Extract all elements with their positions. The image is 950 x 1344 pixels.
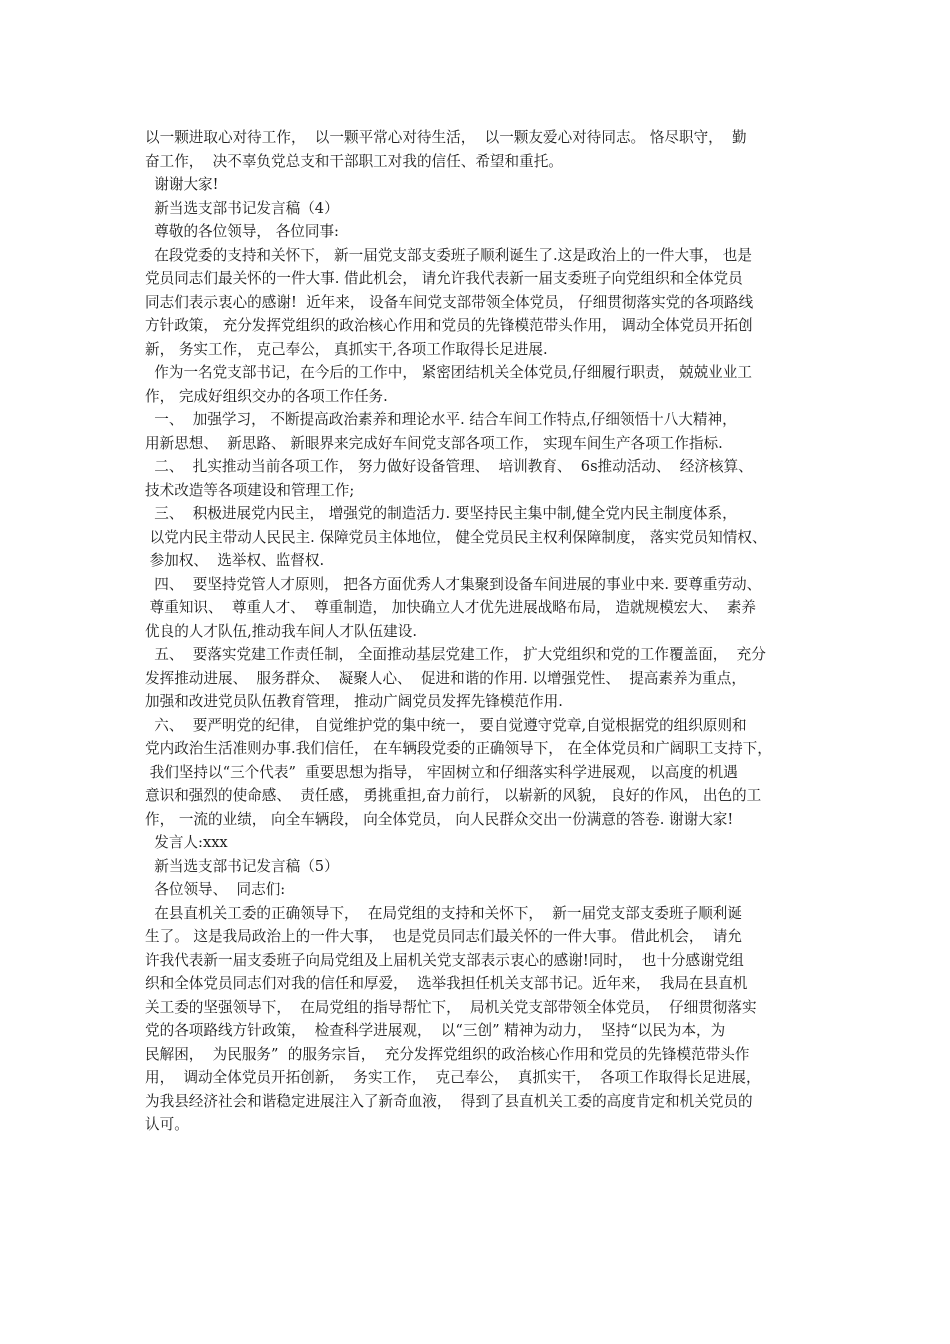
text-line: 同志们表示衷心的感谢! 近年来， 设备车间党支部带领全体党员， 仔细贯彻落实党的各项路线 — [145, 293, 754, 311]
text-line: 以党内民主带动人民民主. 保障党员主体地位， 健全党员民主权利保障制度， 落实党员知情权、 — [145, 528, 767, 546]
text-line: 作为一名党支部书记，在今后的工作中， 紧密团结机关全体党员,仔细履行职责， 兢兢业业工 — [145, 364, 752, 381]
text-line: 作， 一流的业绩， 向全车辆段， 向全体党员， 向人民群众交出一份满意的答卷. 谢谢大家! — [145, 810, 734, 828]
text-line: 发挥推动进展、 服务群众、 凝聚人心、 促进和谐的作用. 以增强党性、 提高素养为重点， — [145, 669, 746, 687]
text-line: 加强和改进党员队伍教育管理， 推动广阔党员发挥先锋模范作用. — [145, 693, 563, 710]
text-line: 以一颗进取心对待工作， 以一颗平常心对待生活， 以一颗友爱心对待同志。 恪尽职守， 勤 — [145, 129, 747, 146]
text-line: 技术改造等各项建设和管理工作; — [145, 481, 355, 499]
document-body — [145, 126, 815, 1137]
text-line: 民解困， 为民服务” 的服务宗旨， 充分发挥党组织的政治核心作用和党员的先锋模范带头作 — [145, 1045, 750, 1063]
text-line: 织和全体党员同志们对我的信任和厚爱， 选举我担任机关支部书记。近年来， 我局在县直机 — [145, 975, 748, 992]
text-line: 许我代表新一届支委班子向局党组及上届机关党支部表示衷心的感谢!同时， 也十分感谢党组 — [145, 951, 744, 969]
text-line: 新， 务实工作， 克己奉公， 真抓实干,各项工作取得长足进展. — [145, 340, 548, 358]
text-line: 尊重知识、 尊重人才、 尊重制造， 加快确立人才优先进展战略布局， 造就规模宏大、 素养 — [145, 599, 756, 616]
text-line: 奋工作， 决不辜负党总支和干部职工对我的信任、希望和重托。 — [145, 152, 563, 170]
text-line: 党员同志们最关怀的一件大事. 借此机会， 请允许我代表新一届支委班子向党组织和全体党员 — [145, 270, 743, 287]
text-line: 作， 完成好组织交办的各项工作任务. — [145, 387, 388, 405]
text-line: 六、 要严明党的纪律， 自觉维护党的集中统一， 要自觉遵守党章,自觉根据党的组织原则和 — [145, 716, 747, 734]
text-line: 新当选支部书记发言稿（5） — [145, 857, 339, 875]
text-line: 在县直机关工委的正确领导下， 在局党组的支持和关怀下， 新一届党支部支委班子顺利诞 — [145, 904, 742, 922]
text-line: 关工委的坚强领导下， 在局党组的指导帮忙下， 局机关党支部带领全体党员， 仔细贯彻落实 — [145, 998, 757, 1016]
text-line: 生了。 这是我局政治上的一件大事， 也是党员同志们最关怀的一件大事。 借此机会， 请允 — [145, 928, 742, 945]
text-line: 发言人:xxx — [145, 834, 228, 851]
text-line: 在段党委的支持和关怀下， 新一届党支部支委班子顺利诞生了.这是政治上的一件大事， 也是 — [145, 246, 752, 264]
text-line: 意识和强烈的使命感、 责任感， 勇挑重担,奋力前行， 以崭新的风貌， 良好的作风， 出色的工 — [145, 787, 762, 804]
text-line: 党内政治生活准则办事.我们信任， 在车辆段党委的正确领导下， 在全体党员和广阔职工支持下， — [145, 740, 772, 757]
text-line: 用新思想、 新思路、 新眼界来完成好车间党支部各项工作， 实现车间生产各项工作指标. — [145, 434, 723, 452]
text-line: 我们坚持以“三个代表” 重要思想为指导， 牢固树立和仔细落实科学进展观， 以高度的机遇 — [145, 763, 738, 781]
text-line: 方针政策， 充分发挥党组织的政治核心作用和党员的先锋模范带头作用， 调动全体党员开拓创 — [145, 317, 753, 334]
text-line: 谢谢大家! — [145, 176, 219, 193]
text-line: 五、 要落实党建工作责任制， 全面推动基层党建工作， 扩大党组织和党的工作覆盖面， 充分 — [145, 646, 766, 663]
text-line: 为我县经济社会和谐稳定进展注入了新奇血液， 得到了县直机关工委的高度肯定和机关党员的 — [145, 1092, 753, 1110]
text-line: 二、 扎实推动当前各项工作， 努力做好设备管理、 培训教育、 6s推动活动、 经济核算、 — [145, 458, 753, 475]
text-line: 一、 加强学习， 不断提高政治素养和理论水平. 结合车间工作特点,仔细领悟十八大精神， — [145, 411, 737, 428]
text-line: 认可。 — [145, 1116, 189, 1133]
text-line: 尊敬的各位领导， 各位同事: — [145, 223, 339, 240]
text-line: 三、 积极进展党内民主， 增强党的制造活力. 要坚持民主集中制,健全党内民主制度体系， — [145, 505, 737, 522]
text-line: 各位领导、 同志们: — [145, 881, 286, 898]
text-line: 用， 调动全体党员开拓创新， 务实工作， 克己奉公， 真抓实干， 各项工作取得长足进展， — [145, 1069, 761, 1086]
text-line: 参加权、 选举权、监督权. — [145, 552, 325, 569]
text-line: 党的各项路线方针政策， 检查科学进展观， 以“三创” 精神为动力， 坚持“以民为本，为 — [145, 1022, 726, 1039]
text-line: 四、 要坚持党管人才原则， 把各方面优秀人才集聚到设备车间进展的事业中来. 要尊重劳动、 — [145, 575, 762, 593]
text-line: 优良的人才队伍,推动我车间人才队伍建设. — [145, 622, 417, 640]
text-line: 新当选支部书记发言稿（4） — [145, 199, 339, 217]
